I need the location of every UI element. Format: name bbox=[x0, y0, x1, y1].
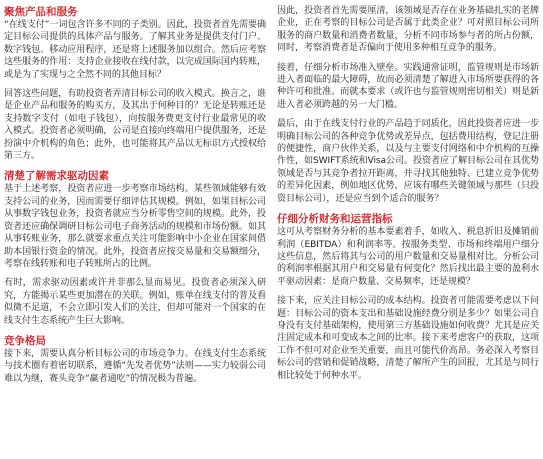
section-heading-financial-operational-metrics: 仔细分析财务和运营指标 bbox=[277, 213, 393, 226]
paragraph: 接着，仔细分析市场准入壁垒。实践通常证明，监管规则是市场新进入者面临的最大障碍，故而必须清楚了解进入市场所要获得的各种许可和批准。而就本要求（或许也与监管规则密切相关）则是新进入者必须跨越的另一大门槛。 bbox=[277, 62, 539, 110]
paragraph: 最后，由于在线支付行业的产品趋于同质化，因此投资者应进一步明确目标公司的各种竞争优势或差异点，包括费用结构，登记注册的便捷性，商户伙伴关系，以及与主要支付网络和中介机构的互操作性，如SWIFT系统和Visa公司。投资者应了解目标公司在其优势领域是否与其竞争者拉开距离，并寻找其他独特、已建立竞争优势的差异化因素，例如地区优势，应该有哪些关键领域与那些（只投资目标公司），还是应当到个适合的服务？ bbox=[277, 119, 539, 204]
paragraph: 这可从考察财务分析的基本要素着手，如收入、税息折旧及摊销前利润（EBITDA）和利润率等。按服务类型、市场和终端用户细分这些信息，然后将其与公司的用户数量和交易量相对比。分析公司的利润率根据其用户和交易量有何变化？然后找出最主要的盈利水平驱动因素：是商户数量、交易频率，还是规模？ bbox=[277, 227, 539, 287]
paragraph: “在线支付”一词包含许多不同的子类别。因此，投资者首先需要确定目标公司提供的具体产品与服务。了解其业务是提供支付门户、数字钱包、移动应用程序，还是将上述服务加以组合。然后应考察这些服务的作用：支持企业接收在线付款，以完成国际国内转账，或是为了实现与之全然不同的其他目标？ bbox=[4, 20, 266, 80]
left-column bbox=[4, 5, 266, 385]
paragraph: 有时，需求驱动因素或许并非那么显而易见。投资者必须深入研究，方能揭示某些更加潜在的关联。例如，账单在线支付的普及看似微不足道，不会立即引发人们的关注，但却可能对一个国家的在线支付生态系统产生巨大影响。 bbox=[4, 278, 266, 326]
right-column bbox=[277, 5, 539, 382]
paragraph: 基于上述考察，投资者应进一步考察市场结构。某些领域能够有效支持公司的业务，因而需要仔细评估其规模。例如，如果目标公司从事数字钱包业务，投资者就应当分析零售空间的规模。此外，投资者还应确保调研目标公司电子商务活动的规模和市场份额。如其从事转账业务，那么就要求重点关注可能影响中小企业在国家间借助本国银行资金的情况。此外，投资者应按交易量和交易额细分，考察在线转账和电子转账所占的比例。 bbox=[4, 184, 266, 269]
paragraph: 回答这些问题，有助投资者弄清目标公司的收入模式。换言之，谁是企业产品和服务的购买方，及其出于何种目的？无论是转账还是支持数字支付（如电子钱包），向按服务费更支付行业最常见的收入模式。投资者必须明确，公司是直接向终端用户提供服务，还是扮演中介机构的角色；此外，也可能将其产品以无标识方式授权给第三方。 bbox=[4, 89, 266, 162]
paragraph: 因此，投资者首先需要厘清，该领域是否存在业务基础扎实的老牌企业，正在考察的目标公司是否属于此类企业？可对照目标公司所服务的商户数量和消费者数量，分析不同市场参与者的所占份额，同时，考察消费者是否偏向于使用多种相互竞争的服务。 bbox=[277, 6, 539, 54]
paragraph: 接下来，需要认真分析目标公司的市场竞争力。在线支付生态系统与技术圈有着密切联系，遵循“先发者优势”法则——实力较弱公司难以为继，赛头竞争“赢者通吃”的情况极为普遍。 bbox=[4, 348, 266, 384]
section-heading-products-services: 聚焦产品和服务 bbox=[4, 6, 78, 18]
section-heading-competitive-landscape: 竞争格局 bbox=[4, 334, 46, 347]
section-heading-demand-drivers: 清楚了解需求驱动因素 bbox=[4, 170, 109, 183]
paragraph: 接下来，应关注目标公司的成本结构。投资者可能需要考虑以下问题：目标公司的资本支出和基础设施经费分别是多少？如果公司自身没有支付基础架构，使用第三方基础设施如何收费？尤其是应关注固定成本和可变成本之间的比率。接下来考虑客户的获取，这项工作不但可对企业至关重要，而且可能代价高昂。务必深入考察目标公司的营销和促销战略，清楚了解所产生的回报，尤其是与同行相比较处于何种水平。 bbox=[277, 296, 539, 381]
